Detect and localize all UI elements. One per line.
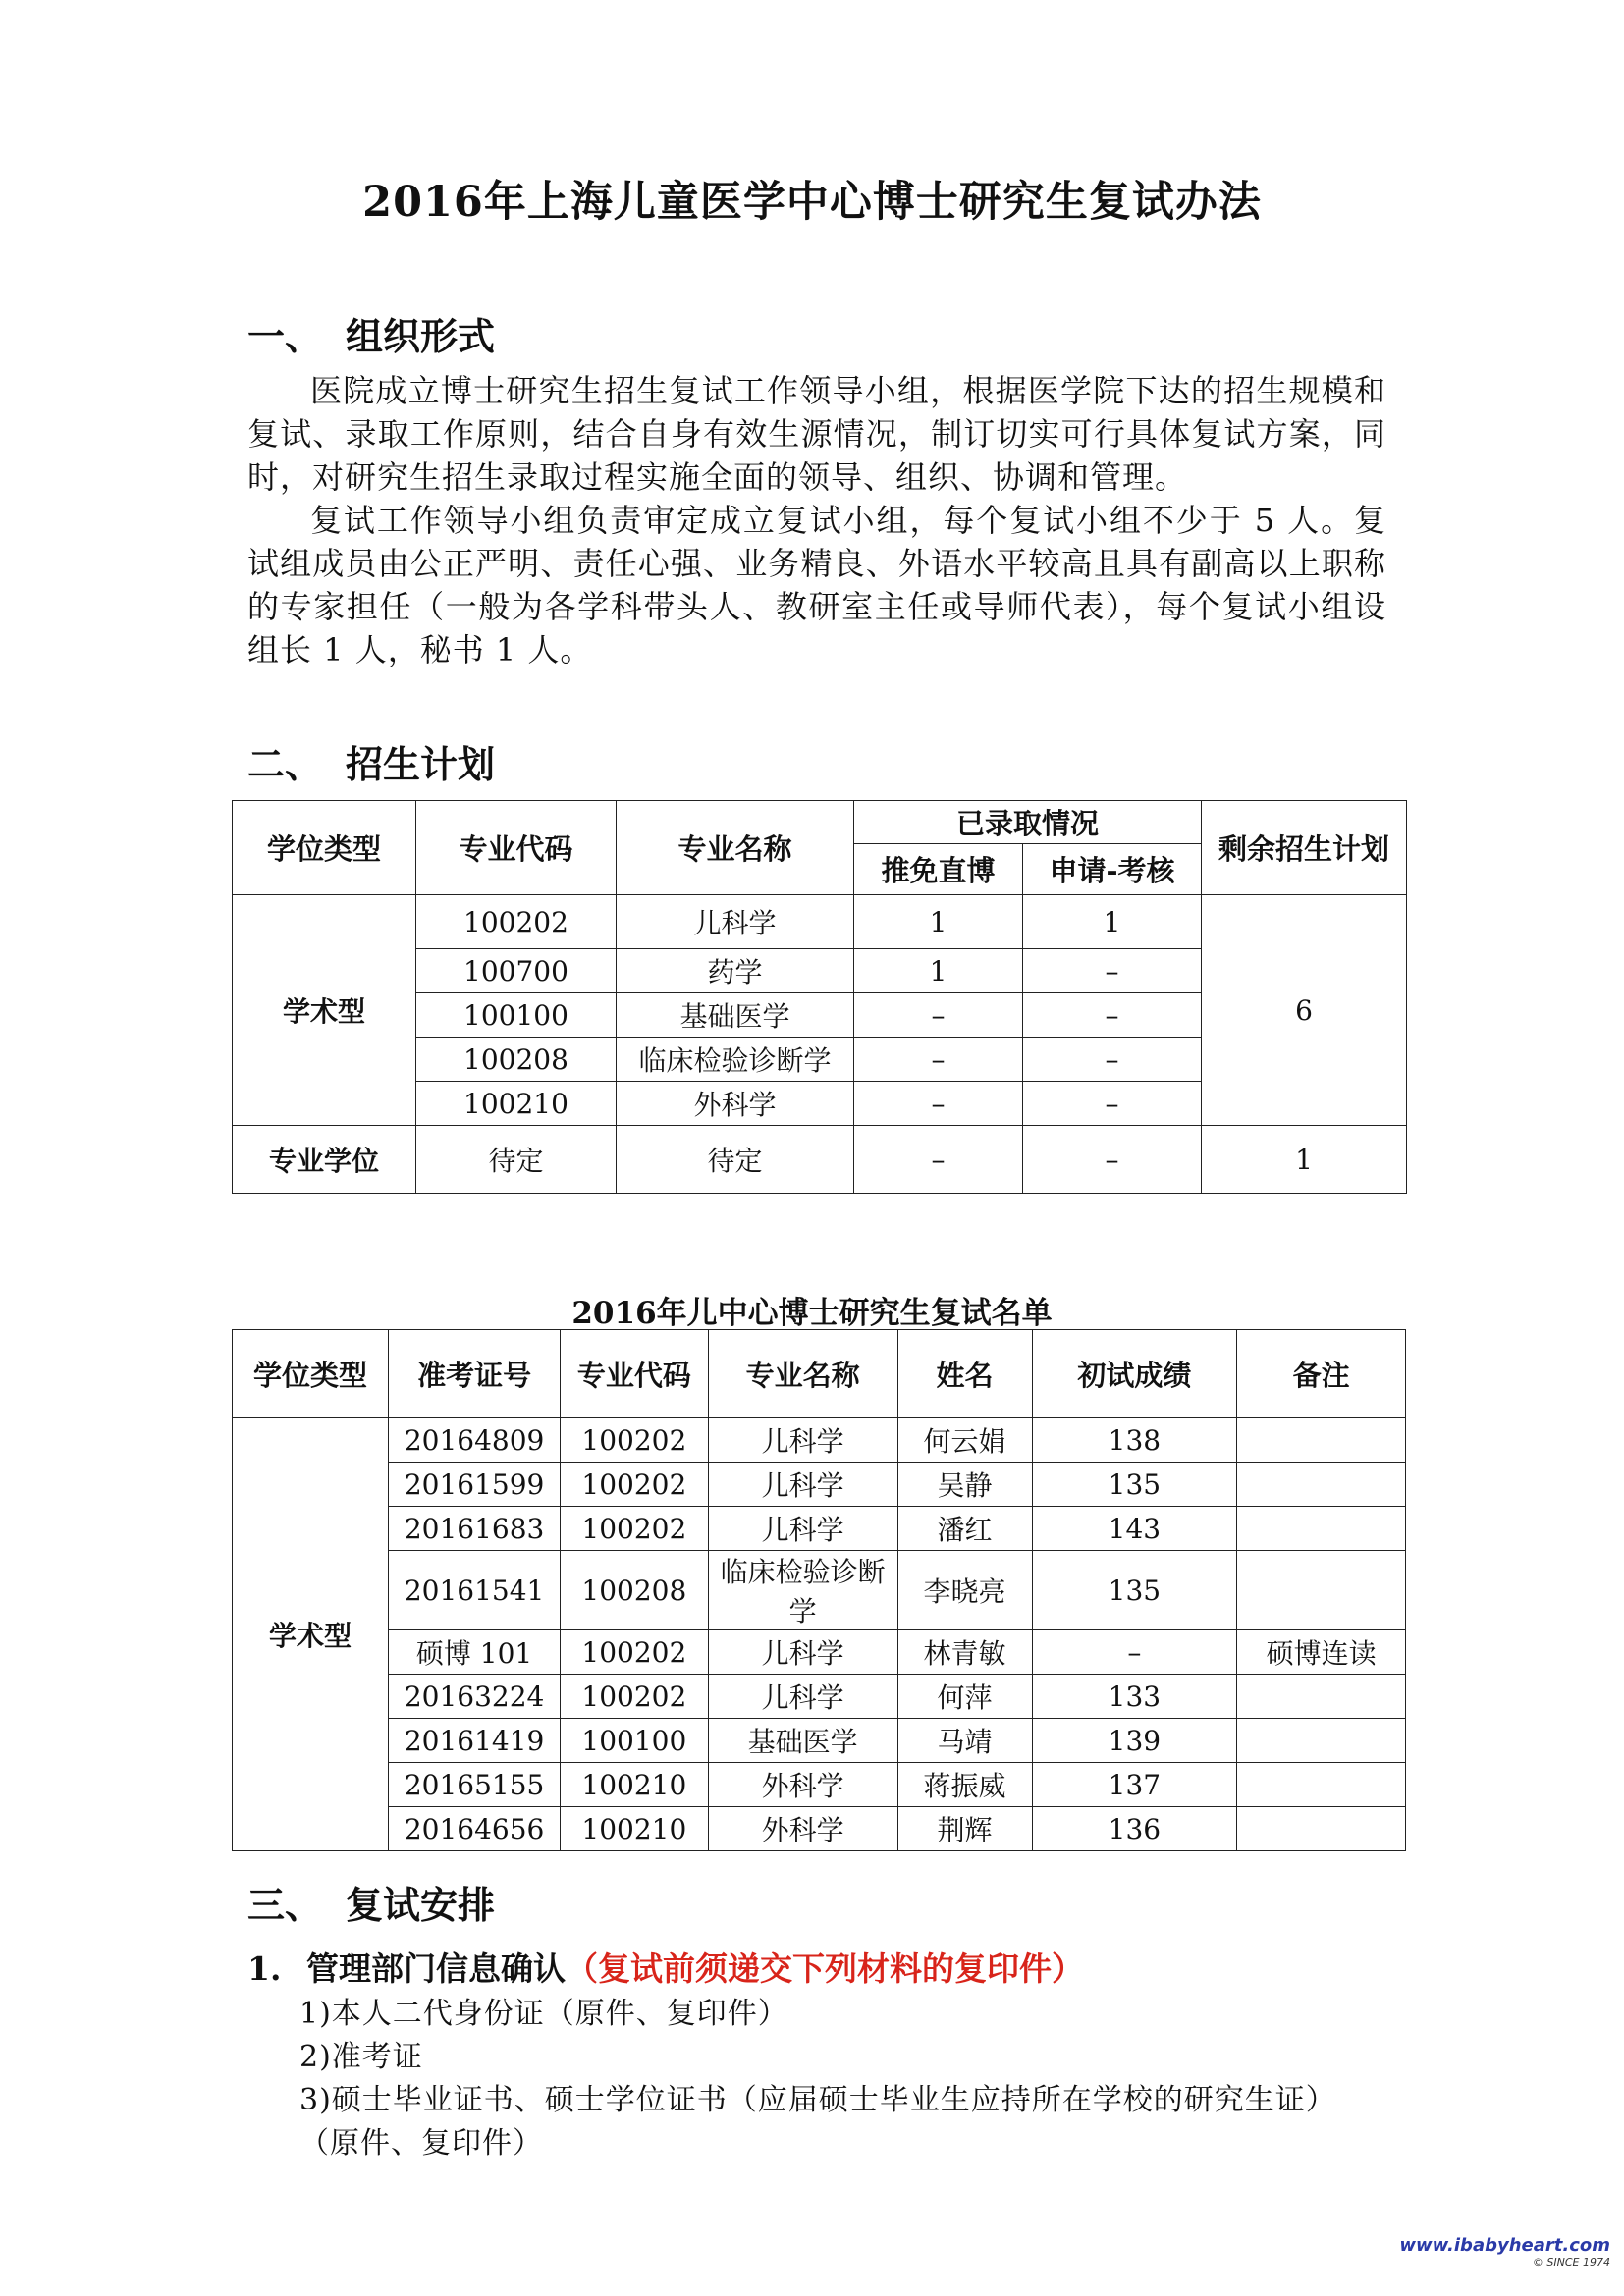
watermark-since: © SINCE 1974 — [1532, 2256, 1610, 2269]
cell-code: 100202 — [561, 1675, 709, 1719]
cell-exam-number: 20161599 — [389, 1463, 561, 1507]
header-recommended: 推免直博 — [854, 844, 1023, 895]
cell-major: 基础医学 — [708, 1719, 897, 1763]
section-1-title: 组织形式 — [346, 314, 496, 358]
cell-name: 何云娟 — [897, 1418, 1032, 1463]
cell-code: 100210 — [561, 1763, 709, 1807]
cell-code: 100210 — [561, 1807, 709, 1851]
cell-name: 荆辉 — [897, 1807, 1032, 1851]
cell-code: 100100 — [561, 1719, 709, 1763]
cell-remark — [1237, 1507, 1406, 1551]
cell-name: 蒋振威 — [897, 1763, 1032, 1807]
cell-applied: – — [1023, 1082, 1202, 1126]
table-row — [233, 895, 1407, 949]
cell-major: 临床检验诊断学 — [708, 1551, 897, 1630]
item-1-note: （复试前须递交下列材料的复印件） — [566, 1949, 1084, 1988]
cell-name: 马靖 — [897, 1719, 1032, 1763]
header-major-name: 专业名称 — [708, 1330, 897, 1418]
cell-recommended: – — [854, 1126, 1023, 1194]
cell-recommended: 1 — [854, 895, 1023, 949]
header-major-name: 专业名称 — [617, 801, 854, 895]
header-applied: 申请-考核 — [1023, 844, 1202, 895]
cell-score: 135 — [1032, 1551, 1237, 1630]
item-1-title: 管理部门信息确认 — [306, 1949, 566, 1988]
cell-exam-number: 20161419 — [389, 1719, 561, 1763]
table-row — [233, 1463, 1406, 1507]
cell-applied: – — [1023, 1126, 1202, 1194]
cell-code: 100208 — [416, 1038, 617, 1082]
cell-name: 基础医学 — [617, 993, 854, 1038]
cell-major: 外科学 — [708, 1763, 897, 1807]
cell-exam-number: 20161683 — [389, 1507, 561, 1551]
section-1-number: 一、 — [247, 314, 323, 358]
cell-major: 外科学 — [708, 1807, 897, 1851]
cell-name: 李晓亮 — [897, 1551, 1032, 1630]
enrollment-plan-table — [232, 800, 1407, 1194]
cell-remark — [1237, 1551, 1406, 1630]
section-3-title: 复试安排 — [346, 1883, 496, 1927]
table-row — [233, 1807, 1406, 1851]
cell-recommended: 1 — [854, 949, 1023, 993]
cell-code: 100210 — [416, 1082, 617, 1126]
header-major-code: 专业代码 — [416, 801, 617, 895]
header-admitted: 已录取情况 — [854, 801, 1202, 844]
degree-type-cell: 学术型 — [233, 1418, 389, 1851]
cell-applied: 1 — [1023, 895, 1202, 949]
section-1-heading — [247, 306, 495, 360]
cell-major: 儿科学 — [708, 1507, 897, 1551]
cell-remark — [1237, 1807, 1406, 1851]
subitem-3: 3)硕士毕业证书、硕士学位证书（应届硕士毕业生应持所在学校的研究生证） — [299, 2083, 1336, 2117]
cell-score: 138 — [1032, 1418, 1237, 1463]
cell-code: 待定 — [416, 1126, 617, 1194]
cell-score: 136 — [1032, 1807, 1237, 1851]
cell-recommended: – — [854, 1038, 1023, 1082]
cell-score: – — [1032, 1630, 1237, 1675]
cell-exam-number: 20161541 — [389, 1551, 561, 1630]
header-remark: 备注 — [1237, 1330, 1406, 1418]
cell-code: 100202 — [561, 1418, 709, 1463]
table-row — [233, 1763, 1406, 1807]
cell-name: 药学 — [617, 949, 854, 993]
cell-applied: – — [1023, 993, 1202, 1038]
page-title: 2016年上海儿童医学中心博士研究生复试办法 — [362, 178, 1262, 227]
cell-score: 133 — [1032, 1675, 1237, 1719]
cell-name: 何萍 — [897, 1675, 1032, 1719]
cell-applied: – — [1023, 1038, 1202, 1082]
cell-exam-number: 20163224 — [389, 1675, 561, 1719]
academic-type-cell: 学术型 — [233, 895, 416, 1126]
cell-recommended: – — [854, 1082, 1023, 1126]
cell-code: 100208 — [561, 1551, 709, 1630]
cell-remark — [1237, 1463, 1406, 1507]
cell-score: 139 — [1032, 1719, 1237, 1763]
section-3-number: 三、 — [247, 1883, 323, 1927]
cell-major: 儿科学 — [708, 1463, 897, 1507]
subitem-1: 1)本人二代身份证（原件、复印件） — [299, 1997, 788, 2031]
header-degree-type: 学位类型 — [233, 801, 416, 895]
cell-name: 吴静 — [897, 1463, 1032, 1507]
cell-name: 林青敏 — [897, 1630, 1032, 1675]
table-row — [233, 1630, 1406, 1675]
table-row — [233, 1507, 1406, 1551]
item-1-heading — [247, 1944, 1084, 1990]
section-2-title: 招生计划 — [346, 742, 496, 786]
cell-remark — [1237, 1719, 1406, 1763]
professional-remaining-cell: 1 — [1202, 1126, 1407, 1194]
cell-score: 137 — [1032, 1763, 1237, 1807]
cell-score: 135 — [1032, 1463, 1237, 1507]
cell-major: 儿科学 — [708, 1418, 897, 1463]
cell-recommended: – — [854, 993, 1023, 1038]
cell-score: 143 — [1032, 1507, 1237, 1551]
cell-name: 潘红 — [897, 1507, 1032, 1551]
professional-type-cell: 专业学位 — [233, 1126, 416, 1194]
academic-remaining-cell: 6 — [1202, 895, 1407, 1126]
cell-remark — [1237, 1418, 1406, 1463]
table-row — [233, 1719, 1406, 1763]
header-name: 姓名 — [897, 1330, 1032, 1418]
table-row — [233, 1675, 1406, 1719]
cell-code: 100202 — [561, 1507, 709, 1551]
section-1-paragraph-2: 复试工作领导小组负责审定成立复试小组，每个复试小组不少于 5 人。复试组成员由公正严明、责任心强、业务精良、外语水平较高且具有副高以上职称的专家担任（一般为各学科带头人、教研室主任或导师代表），每个复试小组设组长 1 人，秘书 1 人。 — [247, 502, 1386, 668]
header-exam-number: 准考证号 — [389, 1330, 561, 1418]
cell-major: 儿科学 — [708, 1675, 897, 1719]
cell-exam-number: 20164809 — [389, 1418, 561, 1463]
watermark-site: www.ibabyheart.com — [1399, 2235, 1610, 2256]
cell-code: 100202 — [561, 1463, 709, 1507]
table-row — [233, 1418, 1406, 1463]
section-2-heading — [247, 734, 495, 788]
cell-code: 100700 — [416, 949, 617, 993]
subitem-2: 2)准考证 — [299, 2040, 423, 2074]
item-1-number: 1. — [247, 1949, 282, 1988]
section-3-heading — [247, 1875, 495, 1929]
header-score: 初试成绩 — [1032, 1330, 1237, 1418]
cell-exam-number: 20164656 — [389, 1807, 561, 1851]
cell-name: 外科学 — [617, 1082, 854, 1126]
cell-code: 100100 — [416, 993, 617, 1038]
cell-remark — [1237, 1675, 1406, 1719]
section-2-number: 二、 — [247, 742, 323, 786]
watermark-logo — [1399, 2235, 1610, 2269]
cell-code: 100202 — [561, 1630, 709, 1675]
interview-list-caption: 2016年儿中心博士研究生复试名单 — [571, 1296, 1053, 1331]
cell-major: 儿科学 — [708, 1630, 897, 1675]
cell-name: 儿科学 — [617, 895, 854, 949]
interview-list-table — [232, 1329, 1406, 1851]
cell-name: 临床检验诊断学 — [617, 1038, 854, 1082]
cell-code: 100202 — [416, 895, 617, 949]
cell-applied: – — [1023, 949, 1202, 993]
cell-name: 待定 — [617, 1126, 854, 1194]
cell-exam-number: 20165155 — [389, 1763, 561, 1807]
header-degree-type: 学位类型 — [233, 1330, 389, 1418]
cell-remark: 硕博连读 — [1237, 1630, 1406, 1675]
cell-remark — [1237, 1763, 1406, 1807]
table-row — [233, 1551, 1406, 1630]
cell-exam-number: 硕博 101 — [389, 1630, 561, 1675]
header-remaining-plan: 剩余招生计划 — [1202, 801, 1407, 895]
subitem-3-continued: （原件、复印件） — [299, 2126, 543, 2161]
section-1-paragraph-1: 医院成立博士研究生招生复试工作领导小组，根据医学院下达的招生规模和复试、录取工作原则，结合自身有效生源情况，制订切实可行具体复试方案，同时，对研究生招生录取过程实施全面的领导、组织、协调和管理。 — [247, 372, 1386, 496]
table-row — [233, 1126, 1407, 1194]
header-major-code: 专业代码 — [561, 1330, 709, 1418]
